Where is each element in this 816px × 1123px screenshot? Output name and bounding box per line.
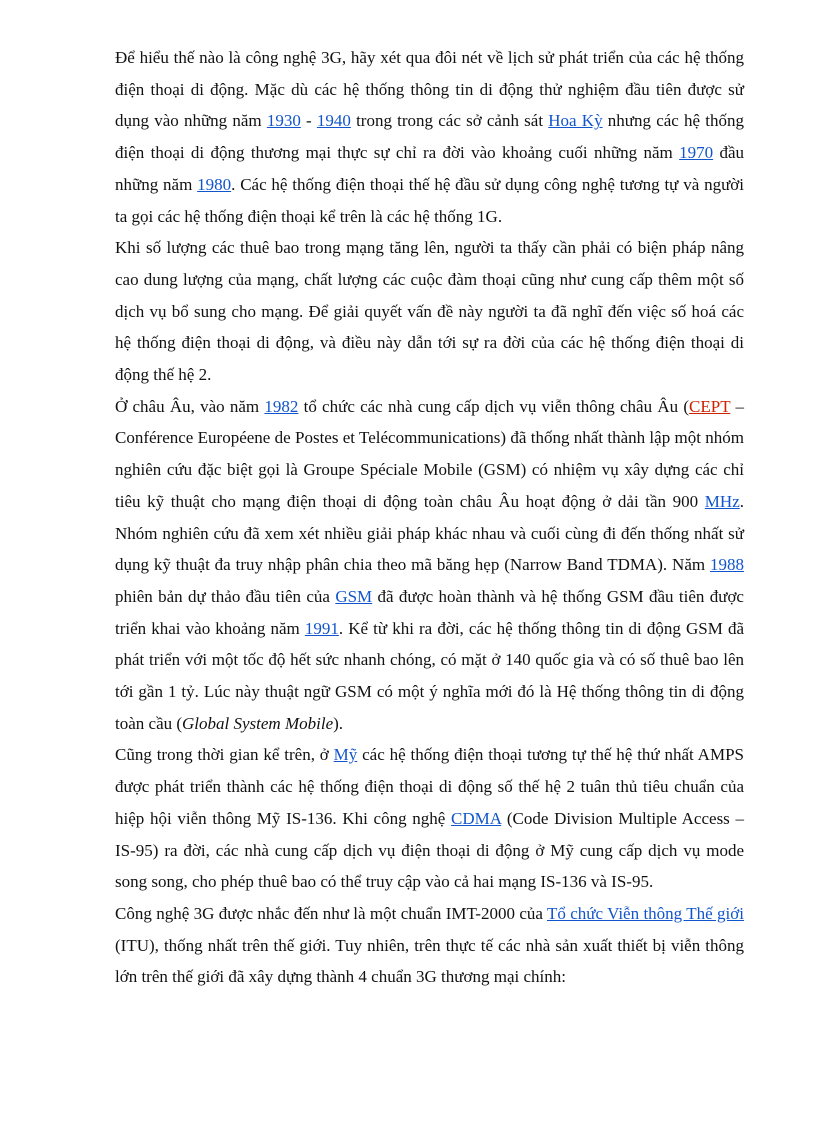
inline-link[interactable]: 1930 — [266, 111, 301, 131]
paragraph — [115, 739, 744, 898]
inline-link[interactable]: CDMA — [451, 808, 502, 828]
text-run: (Code Division Multiple Access – IS-95) ra đời, các nhà cung cấp dịch vụ điện thoại di động ở Mỹ cung cấp dịch vụ mode song song, cho phép thuê bao có thể truy cập vào cả hai mạng IS-136 và IS-95. — [115, 808, 745, 892]
inline-link[interactable]: 1982 — [264, 396, 299, 416]
italic-text: Global System Mobile — [182, 713, 334, 733]
inline-link[interactable]: CEPT — [689, 396, 731, 416]
inline-link[interactable]: 1940 — [316, 111, 351, 131]
paragraph — [115, 391, 744, 740]
inline-link[interactable]: Tổ chức Viễn thông Thế giới — [546, 903, 744, 923]
document-body — [115, 42, 744, 993]
paragraph — [115, 42, 744, 232]
inline-link[interactable]: GSM — [335, 586, 373, 606]
text-run: ). — [333, 713, 344, 733]
text-run: nhưng các hệ thống điện thoại di động thương mại thực sự chỉ ra đời vào khoảng cuối những năm — [115, 111, 744, 163]
text-run: đã được hoàn thành và hệ thống GSM đầu tiên được triển khai vào khoảng năm — [115, 586, 744, 638]
inline-link[interactable]: Hoa Kỳ — [548, 111, 603, 131]
text-run: - — [300, 111, 317, 131]
text-run: – Conférence Européene de Postes et Telécommunications) đã thống nhất thành lập một nhóm nghiên cứu đặc biệt gọi là Groupe Spéciale Mobile (GSM) có nhiệm vụ xây dựng các chỉ tiêu kỹ thuật cho mạng điện thoại di động toàn châu Âu hoạt động ở dải tần 900 — [115, 396, 745, 511]
paragraph — [115, 898, 744, 993]
text-run: . Kể từ khi ra đời, các hệ thống thông tin di động GSM đã phát triển với một tốc độ hết sức nhanh chóng, có mặt ở 140 quốc gia và có số thuê bao lên tới gần 1 tỷ. Lúc này thuật ngữ GSM có một ý nghĩa mới đó là Hệ thống thông tin di động toàn cầu ( — [115, 618, 745, 733]
text-run: tổ chức các nhà cung cấp dịch vụ viễn thông châu Âu ( — [298, 396, 690, 416]
inline-link[interactable]: 1980 — [197, 174, 232, 194]
inline-link[interactable]: Mỹ — [333, 745, 358, 765]
text-run: đầu những năm — [115, 143, 745, 194]
inline-link[interactable]: 1970 — [679, 143, 714, 163]
paragraph — [115, 232, 744, 391]
text-run: . Các hệ thống điện thoại thế hệ đầu sử dụng công nghệ tương tự và người ta gọi các hệ thống điện thoại kể trên là các hệ thống 1G. — [115, 174, 745, 226]
inline-link[interactable]: 1988 — [710, 555, 744, 575]
text-run: . Nhóm nghiên cứu đã xem xét nhiều giải pháp khác nhau và cuối cùng đi đến thống nhất sử dụng kỹ thuật đa truy nhập phân chia theo mã băng hẹp (Narrow Band TDMA). Năm — [115, 491, 744, 575]
text-run: (ITU), thống nhất trên thế giới. Tuy nhiên, trên thực tế các nhà sản xuất thiết bị viễn thông lớn trên thế giới đã xây dựng thành 4 chuẩn 3G thương mại chính: — [115, 935, 744, 987]
text-run: Cũng trong thời gian kể trên, ở — [115, 745, 334, 765]
text-run: Khi số lượng các thuê bao trong mạng tăng lên, người ta thấy cần phải có biện pháp nâng cao dung lượng của mạng, chất lượng các cuộc đàm thoại cũng như cung cấp thêm một số dịch vụ bổ sung cho mạng. Để giải quyết vấn đề này người ta đã nghĩ đến việc số hoá các hệ thống điện thoại di động, và điều này dẫn tới sự ra đời của các hệ thống điện thoại di động thế hệ 2. — [115, 238, 744, 385]
text-run: Công nghệ 3G được nhắc đến như là một chuẩn IMT-2000 của — [115, 903, 547, 923]
inline-link[interactable]: 1991 — [304, 618, 339, 638]
text-run: các hệ thống điện thoại tương tự thế hệ thứ nhất AMPS được phát triển thành các hệ thống điện thoại di động số thế hệ 2 tuân thủ tiêu chuẩn của hiệp hội viễn thông Mỹ IS-136. Khi công nghệ — [115, 745, 744, 828]
text-run: Ở châu Âu, vào năm — [115, 396, 265, 416]
text-run: Để hiểu thế nào là công nghệ 3G, hãy xét qua đôi nét về lịch sử phát triển của các hệ thống điện thoại di động. Mặc dù các hệ thống thông tin di động thử nghiệm đầu tiên được sử dụng vào những năm — [115, 48, 744, 131]
text-run: trong trong các sở cảnh sát — [350, 111, 549, 131]
inline-link[interactable]: MHz — [704, 491, 740, 511]
text-run: phiên bản dự thảo đầu tiên của — [115, 586, 336, 606]
